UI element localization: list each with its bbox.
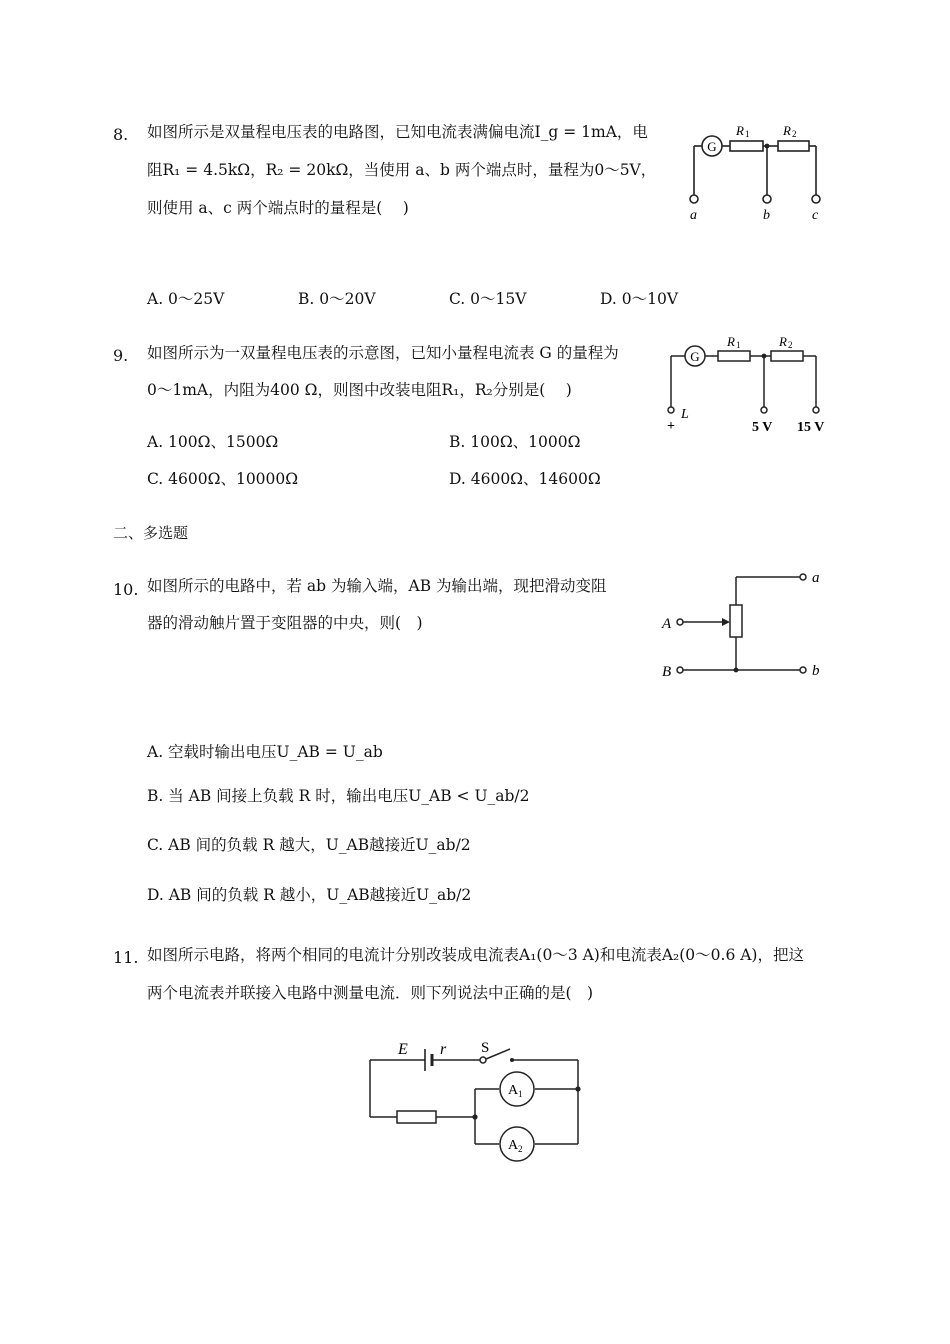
- switch-label: S: [481, 1040, 490, 1056]
- resistor-r1: [730, 141, 763, 151]
- question-text-line: 0～1mA，内阻为400 Ω，则图中改装电阻R₁，R₂分别是( ): [147, 381, 572, 399]
- meter-label: G: [707, 139, 717, 154]
- terminal-label: A: [662, 616, 672, 632]
- svg-text:2: 2: [518, 1144, 523, 1154]
- option-c[interactable]: C. AB 间的负载 R 越大，U_AB越接近U_ab/2: [147, 836, 471, 854]
- option-c[interactable]: C. 4600Ω、10000Ω: [147, 470, 299, 488]
- terminal-label: a: [690, 208, 697, 223]
- svg-text:1: 1: [736, 340, 741, 350]
- question-text-line: 如图所示是双量程电压表的电路图，已知电流表满偏电流I_g = 1mA，电: [147, 123, 648, 141]
- terminal-label: 15 V: [797, 420, 825, 435]
- resistor-r2: [771, 351, 803, 361]
- svg-text:1: 1: [518, 1089, 523, 1099]
- question-text-line: 两个电流表并联接入电路中测量电流．则下列说法中正确的是( ): [147, 984, 594, 1002]
- option-d[interactable]: D. AB 间的负载 R 越小，U_AB越接近U_ab/2: [147, 886, 472, 904]
- terminal-label: 5 V: [752, 420, 773, 435]
- svg-text:1: 1: [745, 129, 750, 139]
- question-number: 8.: [113, 125, 129, 144]
- terminal-label: c: [812, 208, 819, 223]
- question-text-line: 如图所示电路，将两个相同的电流计分别改装成电流表A₁(0～3 A)和电流表A₂(0～0.6 A)，把这: [147, 946, 804, 964]
- q8-circuit-diagram: [675, 115, 835, 227]
- terminal-label: L: [681, 407, 689, 422]
- svg-text:2: 2: [792, 129, 797, 139]
- internal-resistance-label: r: [440, 1041, 447, 1058]
- terminal-label: a: [812, 570, 820, 586]
- terminal-label: b: [763, 208, 770, 223]
- option-b[interactable]: B. 当 AB 间接上负载 R 时，输出电压U_AB < U_ab/2: [147, 787, 530, 805]
- option-b[interactable]: B. 100Ω、1000Ω: [449, 433, 581, 451]
- meter-label: G: [690, 349, 700, 364]
- svg-text:R: R: [727, 334, 735, 349]
- option-d[interactable]: D. 4600Ω、14600Ω: [449, 470, 601, 488]
- svg-text:+: +: [667, 419, 675, 434]
- svg-text:A: A: [508, 1138, 519, 1153]
- q9-circuit-diagram: [660, 330, 840, 440]
- question-text-line: 如图所示的电路中，若 ab 为输入端，AB 为输出端，现把滑动变阻: [147, 577, 607, 595]
- rheostat-symbol: [730, 605, 742, 637]
- svg-text:2: 2: [788, 340, 793, 350]
- terminal-label: B: [662, 664, 672, 680]
- option-a[interactable]: A. 100Ω、1500Ω: [147, 433, 279, 451]
- question-text-line: 如图所示为一双量程电压表的示意图，已知小量程电流表 G 的量程为: [147, 344, 619, 362]
- question-number: 11.: [113, 948, 139, 967]
- svg-text:R: R: [779, 334, 787, 349]
- terminal-label: b: [812, 663, 820, 679]
- resistor-r2: [778, 141, 809, 151]
- question-number: 10.: [113, 580, 139, 599]
- question-text-line: 则使用 a、c 两个端点时的量程是( ): [147, 199, 409, 217]
- svg-text:A: A: [508, 1083, 519, 1098]
- question-number: 9.: [113, 346, 129, 365]
- resistor-r1: [718, 351, 750, 361]
- q10-circuit-diagram: [655, 565, 830, 685]
- q11-circuit-diagram: [360, 1032, 590, 1167]
- option-a[interactable]: A. 0～25V: [147, 290, 225, 308]
- option-a[interactable]: A. 空载时输出电压U_AB = U_ab: [147, 743, 383, 761]
- question-text-line: 阻R₁ = 4.5kΩ，R₂ = 20kΩ，当使用 a、b 两个端点时，量程为0～5V，: [147, 161, 657, 179]
- section-heading: 二、多选题: [113, 524, 189, 542]
- emf-label: E: [398, 1041, 408, 1058]
- svg-text:R: R: [783, 123, 791, 138]
- option-c[interactable]: C. 0～15V: [449, 290, 527, 308]
- option-b[interactable]: B. 0～20V: [298, 290, 376, 308]
- svg-text:R: R: [736, 123, 744, 138]
- resistor-symbol: [397, 1111, 436, 1123]
- question-text-line: 器的滑动触片置于变阻器的中央，则( ): [147, 614, 423, 632]
- option-d[interactable]: D. 0～10V: [600, 290, 679, 308]
